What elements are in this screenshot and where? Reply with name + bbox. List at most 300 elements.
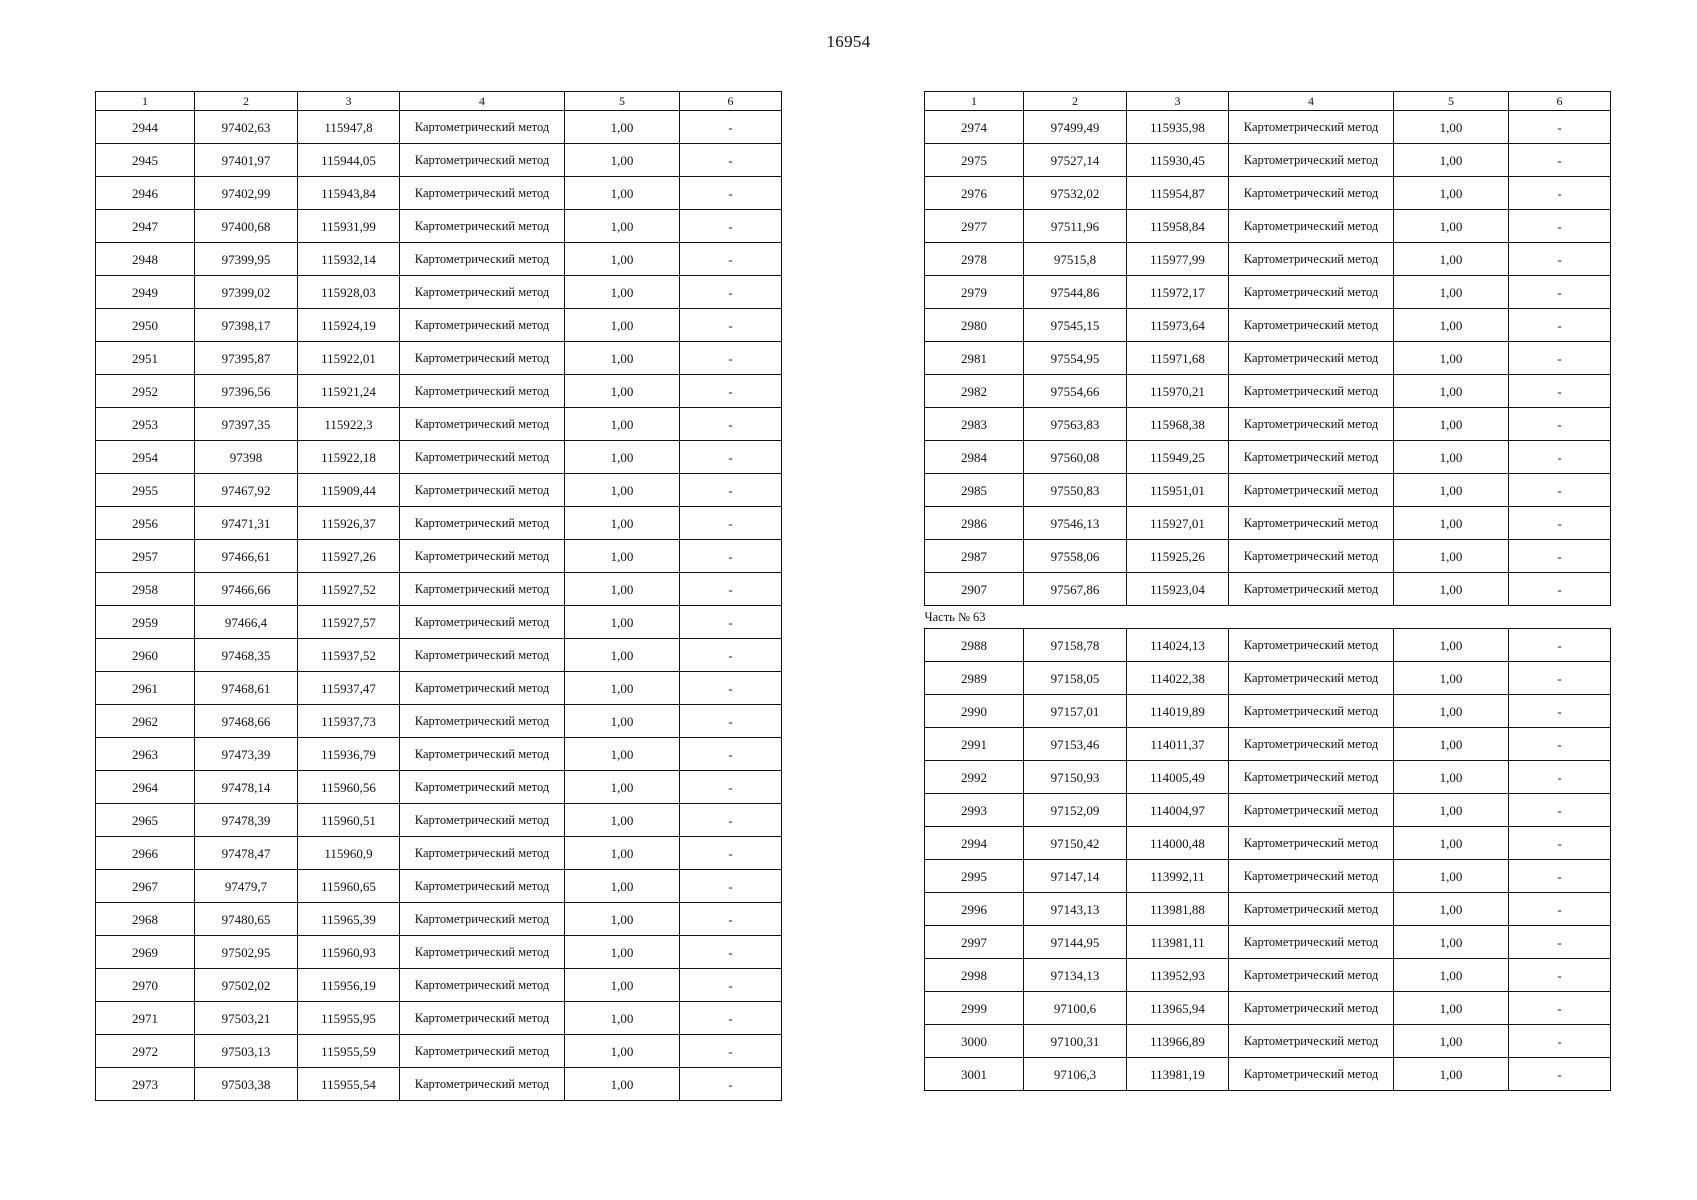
method-cell: Картометрический метод <box>1229 441 1394 474</box>
y-coordinate-cell: 115930,45 <box>1127 144 1229 177</box>
x-coordinate-cell: 97468,61 <box>195 672 298 705</box>
section-row <box>925 606 1611 629</box>
point-number-cell: 2989 <box>925 662 1024 695</box>
note-cell: - <box>680 672 782 705</box>
method-cell: Картометрический метод <box>1229 573 1394 606</box>
note-cell: - <box>1509 794 1611 827</box>
x-coordinate-cell: 97399,95 <box>195 243 298 276</box>
method-cell: Картометрический метод <box>1229 695 1394 728</box>
point-number-cell: 2961 <box>96 672 195 705</box>
x-coordinate-cell: 97399,02 <box>195 276 298 309</box>
method-cell: Картометрический метод <box>400 408 565 441</box>
table-row <box>96 705 782 738</box>
header-cell-6: 6 <box>680 92 782 111</box>
accuracy-cell: 1,00 <box>565 804 680 837</box>
point-number-cell: 2997 <box>925 926 1024 959</box>
point-number-cell: 2977 <box>925 210 1024 243</box>
y-coordinate-cell: 114019,89 <box>1127 695 1229 728</box>
y-coordinate-cell: 115926,37 <box>298 507 400 540</box>
note-cell: - <box>1509 662 1611 695</box>
accuracy-cell: 1,00 <box>565 144 680 177</box>
method-cell: Картометрический метод <box>400 507 565 540</box>
table-row <box>925 177 1611 210</box>
y-coordinate-cell: 114022,38 <box>1127 662 1229 695</box>
table-row <box>925 992 1611 1025</box>
method-cell: Картометрический метод <box>1229 1058 1394 1091</box>
accuracy-cell: 1,00 <box>565 111 680 144</box>
table-row <box>96 474 782 507</box>
method-cell: Картометрический метод <box>400 837 565 870</box>
table-row <box>925 761 1611 794</box>
point-number-cell: 2981 <box>925 342 1024 375</box>
note-cell: - <box>680 903 782 936</box>
accuracy-cell: 1,00 <box>565 903 680 936</box>
method-cell: Картометрический метод <box>1229 507 1394 540</box>
note-cell: - <box>680 1035 782 1068</box>
table-row <box>925 375 1611 408</box>
method-cell: Картометрический метод <box>1229 540 1394 573</box>
x-coordinate-cell: 97478,47 <box>195 837 298 870</box>
method-cell: Картометрический метод <box>400 969 565 1002</box>
table-row <box>96 738 782 771</box>
note-cell: - <box>1509 441 1611 474</box>
point-number-cell: 2907 <box>925 573 1024 606</box>
method-cell: Картометрический метод <box>1229 860 1394 893</box>
y-coordinate-cell: 115925,26 <box>1127 540 1229 573</box>
note-cell: - <box>1509 309 1611 342</box>
table-row <box>96 969 782 1002</box>
accuracy-cell: 1,00 <box>565 639 680 672</box>
note-cell: - <box>1509 893 1611 926</box>
header-cell-4: 4 <box>1229 92 1394 111</box>
note-cell: - <box>1509 243 1611 276</box>
accuracy-cell: 1,00 <box>1394 342 1509 375</box>
y-coordinate-cell: 115960,51 <box>298 804 400 837</box>
point-number-cell: 2984 <box>925 441 1024 474</box>
header-cell-3: 3 <box>1127 92 1229 111</box>
y-coordinate-cell: 113966,89 <box>1127 1025 1229 1058</box>
table-row <box>96 1068 782 1101</box>
y-coordinate-cell: 115922,01 <box>298 342 400 375</box>
table-row <box>925 441 1611 474</box>
note-cell: - <box>680 606 782 639</box>
point-number-cell: 2982 <box>925 375 1024 408</box>
table-row <box>96 342 782 375</box>
y-coordinate-cell: 115956,19 <box>298 969 400 1002</box>
y-coordinate-cell: 115955,54 <box>298 1068 400 1101</box>
x-coordinate-cell: 97499,49 <box>1024 111 1127 144</box>
x-coordinate-cell: 97473,39 <box>195 738 298 771</box>
x-coordinate-cell: 97158,05 <box>1024 662 1127 695</box>
x-coordinate-cell: 97144,95 <box>1024 926 1127 959</box>
table-row <box>925 695 1611 728</box>
method-cell: Картометрический метод <box>1229 342 1394 375</box>
y-coordinate-cell: 115977,99 <box>1127 243 1229 276</box>
method-cell: Картометрический метод <box>400 1035 565 1068</box>
method-cell: Картометрический метод <box>400 903 565 936</box>
table-row <box>96 111 782 144</box>
section-label: Часть № 63 <box>925 606 1611 629</box>
point-number-cell: 2994 <box>925 827 1024 860</box>
table-row <box>925 629 1611 662</box>
point-number-cell: 2960 <box>96 639 195 672</box>
method-cell: Картометрический метод <box>400 276 565 309</box>
table-row <box>96 1002 782 1035</box>
point-number-cell: 2965 <box>96 804 195 837</box>
y-coordinate-cell: 115947,8 <box>298 111 400 144</box>
x-coordinate-cell: 97471,31 <box>195 507 298 540</box>
method-cell: Картометрический метод <box>400 111 565 144</box>
y-coordinate-cell: 115955,95 <box>298 1002 400 1035</box>
y-coordinate-cell: 115960,93 <box>298 936 400 969</box>
table-row <box>925 540 1611 573</box>
y-coordinate-cell: 115932,14 <box>298 243 400 276</box>
point-number-cell: 2992 <box>925 761 1024 794</box>
table-row <box>925 144 1611 177</box>
accuracy-cell: 1,00 <box>1394 860 1509 893</box>
x-coordinate-cell: 97554,66 <box>1024 375 1127 408</box>
y-coordinate-cell: 115927,57 <box>298 606 400 639</box>
y-coordinate-cell: 115960,56 <box>298 771 400 804</box>
y-coordinate-cell: 115937,47 <box>298 672 400 705</box>
x-coordinate-cell: 97466,4 <box>195 606 298 639</box>
note-cell: - <box>680 1068 782 1101</box>
point-number-cell: 2958 <box>96 573 195 606</box>
x-coordinate-cell: 97545,15 <box>1024 309 1127 342</box>
note-cell: - <box>680 276 782 309</box>
point-number-cell: 2947 <box>96 210 195 243</box>
note-cell: - <box>680 936 782 969</box>
point-number-cell: 2945 <box>96 144 195 177</box>
note-cell: - <box>1509 507 1611 540</box>
note-cell: - <box>680 375 782 408</box>
x-coordinate-cell: 97153,46 <box>1024 728 1127 761</box>
table-row <box>925 507 1611 540</box>
table-row <box>96 276 782 309</box>
accuracy-cell: 1,00 <box>1394 926 1509 959</box>
y-coordinate-cell: 115921,24 <box>298 375 400 408</box>
accuracy-cell: 1,00 <box>1394 893 1509 926</box>
method-cell: Картометрический метод <box>1229 893 1394 926</box>
table-row <box>96 309 782 342</box>
accuracy-cell: 1,00 <box>1394 794 1509 827</box>
accuracy-cell: 1,00 <box>565 507 680 540</box>
table-row <box>96 441 782 474</box>
header-row <box>925 92 1611 111</box>
note-cell: - <box>1509 408 1611 441</box>
y-coordinate-cell: 115923,04 <box>1127 573 1229 606</box>
y-coordinate-cell: 115935,98 <box>1127 111 1229 144</box>
table-row <box>925 662 1611 695</box>
point-number-cell: 2968 <box>96 903 195 936</box>
point-number-cell: 2971 <box>96 1002 195 1035</box>
x-coordinate-cell: 97402,63 <box>195 111 298 144</box>
table-row <box>96 507 782 540</box>
point-number-cell: 2978 <box>925 243 1024 276</box>
accuracy-cell: 1,00 <box>1394 827 1509 860</box>
x-coordinate-cell: 97150,42 <box>1024 827 1127 860</box>
point-number-cell: 2985 <box>925 474 1024 507</box>
x-coordinate-cell: 97544,86 <box>1024 276 1127 309</box>
coordinates-table-left <box>95 91 782 1101</box>
accuracy-cell: 1,00 <box>1394 629 1509 662</box>
method-cell: Картометрический метод <box>400 375 565 408</box>
header-row <box>96 92 782 111</box>
accuracy-cell: 1,00 <box>565 210 680 243</box>
accuracy-cell: 1,00 <box>1394 177 1509 210</box>
accuracy-cell: 1,00 <box>1394 144 1509 177</box>
y-coordinate-cell: 115954,87 <box>1127 177 1229 210</box>
accuracy-cell: 1,00 <box>1394 408 1509 441</box>
note-cell: - <box>1509 629 1611 662</box>
point-number-cell: 2953 <box>96 408 195 441</box>
table-row <box>925 210 1611 243</box>
y-coordinate-cell: 113952,93 <box>1127 959 1229 992</box>
y-coordinate-cell: 115927,52 <box>298 573 400 606</box>
note-cell: - <box>680 573 782 606</box>
y-coordinate-cell: 113965,94 <box>1127 992 1229 1025</box>
y-coordinate-cell: 115958,84 <box>1127 210 1229 243</box>
accuracy-cell: 1,00 <box>565 474 680 507</box>
note-cell: - <box>680 771 782 804</box>
header-cell-1: 1 <box>96 92 195 111</box>
x-coordinate-cell: 97502,95 <box>195 936 298 969</box>
accuracy-cell: 1,00 <box>1394 441 1509 474</box>
method-cell: Картометрический метод <box>1229 144 1394 177</box>
point-number-cell: 2983 <box>925 408 1024 441</box>
header-cell-3: 3 <box>298 92 400 111</box>
y-coordinate-cell: 115922,3 <box>298 408 400 441</box>
method-cell: Картометрический метод <box>1229 276 1394 309</box>
note-cell: - <box>680 342 782 375</box>
header-cell-5: 5 <box>565 92 680 111</box>
accuracy-cell: 1,00 <box>1394 309 1509 342</box>
method-cell: Картометрический метод <box>1229 629 1394 662</box>
accuracy-cell: 1,00 <box>1394 474 1509 507</box>
method-cell: Картометрический метод <box>400 177 565 210</box>
page-number: 16954 <box>826 32 871 51</box>
y-coordinate-cell: 115968,38 <box>1127 408 1229 441</box>
method-cell: Картометрический метод <box>1229 1025 1394 1058</box>
note-cell: - <box>1509 827 1611 860</box>
note-cell: - <box>680 408 782 441</box>
y-coordinate-cell: 114005,49 <box>1127 761 1229 794</box>
y-coordinate-cell: 115973,64 <box>1127 309 1229 342</box>
point-number-cell: 2975 <box>925 144 1024 177</box>
method-cell: Картометрический метод <box>1229 794 1394 827</box>
accuracy-cell: 1,00 <box>1394 761 1509 794</box>
x-coordinate-cell: 97401,97 <box>195 144 298 177</box>
y-coordinate-cell: 113981,19 <box>1127 1058 1229 1091</box>
note-cell: - <box>1509 276 1611 309</box>
accuracy-cell: 1,00 <box>1394 1058 1509 1091</box>
note-cell: - <box>1509 375 1611 408</box>
accuracy-cell: 1,00 <box>1394 959 1509 992</box>
y-coordinate-cell: 115960,9 <box>298 837 400 870</box>
accuracy-cell: 1,00 <box>1394 1025 1509 1058</box>
point-number-cell: 2979 <box>925 276 1024 309</box>
method-cell: Картометрический метод <box>1229 959 1394 992</box>
point-number-cell: 2957 <box>96 540 195 573</box>
header-cell-2: 2 <box>1024 92 1127 111</box>
method-cell: Картометрический метод <box>400 1068 565 1101</box>
point-number-cell: 3000 <box>925 1025 1024 1058</box>
point-number-cell: 2998 <box>925 959 1024 992</box>
method-cell: Картометрический метод <box>400 441 565 474</box>
method-cell: Картометрический метод <box>400 771 565 804</box>
note-cell: - <box>680 639 782 672</box>
point-number-cell: 2991 <box>925 728 1024 761</box>
table-row <box>925 342 1611 375</box>
note-cell: - <box>1509 111 1611 144</box>
x-coordinate-cell: 97152,09 <box>1024 794 1127 827</box>
point-number-cell: 2990 <box>925 695 1024 728</box>
table-header <box>96 92 782 111</box>
table-row <box>96 210 782 243</box>
x-coordinate-cell: 97466,66 <box>195 573 298 606</box>
table-row <box>925 474 1611 507</box>
note-cell: - <box>1509 1025 1611 1058</box>
note-cell: - <box>680 837 782 870</box>
point-number-cell: 2986 <box>925 507 1024 540</box>
table-row <box>96 144 782 177</box>
x-coordinate-cell: 97134,13 <box>1024 959 1127 992</box>
accuracy-cell: 1,00 <box>1394 573 1509 606</box>
y-coordinate-cell: 115931,99 <box>298 210 400 243</box>
note-cell: - <box>1509 573 1611 606</box>
accuracy-cell: 1,00 <box>565 606 680 639</box>
accuracy-cell: 1,00 <box>1394 243 1509 276</box>
x-coordinate-cell: 97468,35 <box>195 639 298 672</box>
accuracy-cell: 1,00 <box>565 375 680 408</box>
accuracy-cell: 1,00 <box>1394 210 1509 243</box>
table-row <box>925 276 1611 309</box>
x-coordinate-cell: 97147,14 <box>1024 860 1127 893</box>
table-row <box>925 243 1611 276</box>
point-number-cell: 2987 <box>925 540 1024 573</box>
method-cell: Картометрический метод <box>400 540 565 573</box>
table-row <box>925 959 1611 992</box>
y-coordinate-cell: 113981,88 <box>1127 893 1229 926</box>
point-number-cell: 2966 <box>96 837 195 870</box>
x-coordinate-cell: 97402,99 <box>195 177 298 210</box>
accuracy-cell: 1,00 <box>565 342 680 375</box>
point-number-cell: 2959 <box>96 606 195 639</box>
point-number-cell: 2995 <box>925 860 1024 893</box>
accuracy-cell: 1,00 <box>1394 992 1509 1025</box>
method-cell: Картометрический метод <box>400 936 565 969</box>
accuracy-cell: 1,00 <box>1394 507 1509 540</box>
note-cell: - <box>1509 959 1611 992</box>
method-cell: Картометрический метод <box>1229 992 1394 1025</box>
point-number-cell: 2963 <box>96 738 195 771</box>
y-coordinate-cell: 115927,01 <box>1127 507 1229 540</box>
table-row <box>96 177 782 210</box>
point-number-cell: 2952 <box>96 375 195 408</box>
accuracy-cell: 1,00 <box>1394 276 1509 309</box>
accuracy-cell: 1,00 <box>565 705 680 738</box>
accuracy-cell: 1,00 <box>565 969 680 1002</box>
y-coordinate-cell: 115936,79 <box>298 738 400 771</box>
method-cell: Картометрический метод <box>1229 309 1394 342</box>
y-coordinate-cell: 115972,17 <box>1127 276 1229 309</box>
point-number-cell: 2949 <box>96 276 195 309</box>
accuracy-cell: 1,00 <box>565 276 680 309</box>
method-cell: Картометрический метод <box>400 210 565 243</box>
x-coordinate-cell: 97527,14 <box>1024 144 1127 177</box>
note-cell: - <box>680 243 782 276</box>
accuracy-cell: 1,00 <box>1394 375 1509 408</box>
point-number-cell: 2969 <box>96 936 195 969</box>
accuracy-cell: 1,00 <box>565 573 680 606</box>
section-group <box>925 606 1611 629</box>
accuracy-cell: 1,00 <box>565 540 680 573</box>
accuracy-cell: 1,00 <box>1394 540 1509 573</box>
table-row <box>96 606 782 639</box>
table-row <box>925 111 1611 144</box>
point-number-cell: 2967 <box>96 870 195 903</box>
x-coordinate-cell: 97478,14 <box>195 771 298 804</box>
x-coordinate-cell: 97396,56 <box>195 375 298 408</box>
y-coordinate-cell: 114000,48 <box>1127 827 1229 860</box>
table-row <box>96 375 782 408</box>
table-row <box>96 936 782 969</box>
method-cell: Картометрический метод <box>400 144 565 177</box>
x-coordinate-cell: 97466,61 <box>195 540 298 573</box>
note-cell: - <box>680 474 782 507</box>
x-coordinate-cell: 97468,66 <box>195 705 298 738</box>
header-cell-4: 4 <box>400 92 565 111</box>
x-coordinate-cell: 97563,83 <box>1024 408 1127 441</box>
accuracy-cell: 1,00 <box>1394 728 1509 761</box>
method-cell: Картометрический метод <box>1229 408 1394 441</box>
y-coordinate-cell: 115944,05 <box>298 144 400 177</box>
y-coordinate-cell: 115949,25 <box>1127 441 1229 474</box>
accuracy-cell: 1,00 <box>1394 695 1509 728</box>
table-row <box>925 794 1611 827</box>
x-coordinate-cell: 97480,65 <box>195 903 298 936</box>
note-cell: - <box>1509 210 1611 243</box>
table-row <box>925 728 1611 761</box>
point-number-cell: 2974 <box>925 111 1024 144</box>
accuracy-cell: 1,00 <box>1394 662 1509 695</box>
note-cell: - <box>680 111 782 144</box>
point-number-cell: 2962 <box>96 705 195 738</box>
note-cell: - <box>680 738 782 771</box>
accuracy-cell: 1,00 <box>565 870 680 903</box>
header-cell-1: 1 <box>925 92 1024 111</box>
x-coordinate-cell: 97511,96 <box>1024 210 1127 243</box>
x-coordinate-cell: 97100,31 <box>1024 1025 1127 1058</box>
table-row <box>925 408 1611 441</box>
method-cell: Картометрический метод <box>400 606 565 639</box>
x-coordinate-cell: 97503,38 <box>195 1068 298 1101</box>
point-number-cell: 2988 <box>925 629 1024 662</box>
method-cell: Картометрический метод <box>400 573 565 606</box>
table-body <box>96 111 782 1101</box>
table-row <box>96 870 782 903</box>
note-cell: - <box>680 1002 782 1035</box>
note-cell: - <box>1509 761 1611 794</box>
y-coordinate-cell: 113992,11 <box>1127 860 1229 893</box>
table-row <box>925 573 1611 606</box>
method-cell: Картометрический метод <box>1229 926 1394 959</box>
accuracy-cell: 1,00 <box>1394 111 1509 144</box>
x-coordinate-cell: 97479,7 <box>195 870 298 903</box>
note-cell: - <box>1509 926 1611 959</box>
accuracy-cell: 1,00 <box>565 936 680 969</box>
y-coordinate-cell: 115943,84 <box>298 177 400 210</box>
